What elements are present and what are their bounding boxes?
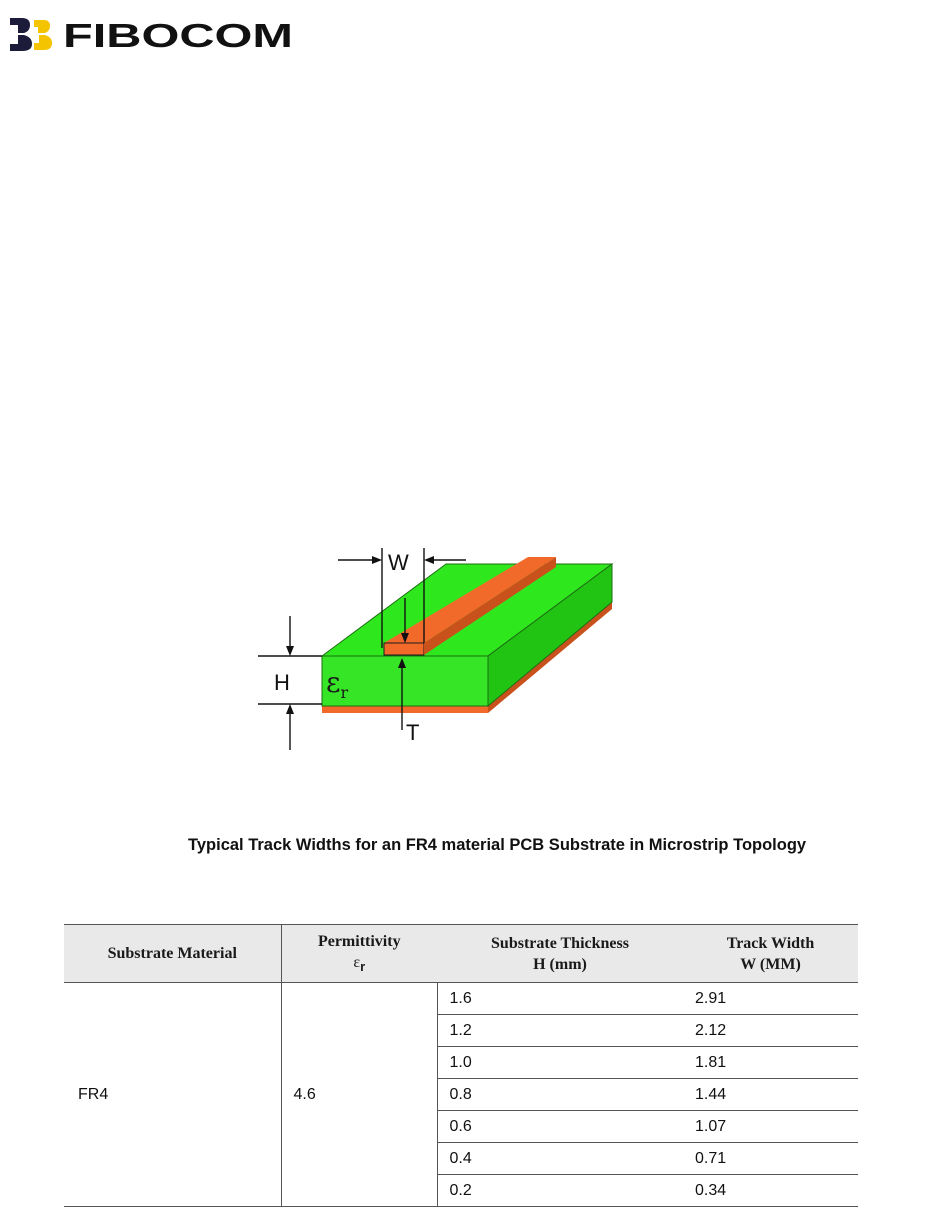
cell-track-width: 1.07 — [683, 1111, 858, 1143]
cell-track-width: 2.12 — [683, 1015, 858, 1047]
cell-track-width: 2.91 — [683, 983, 858, 1015]
track-front — [384, 643, 424, 655]
table-header-row — [64, 925, 858, 983]
header-substrate-material: Substrate Material — [64, 925, 281, 983]
cell-material: FR4 — [64, 983, 281, 1207]
logo-wordmark: FIBOCOM — [63, 17, 293, 54]
microstrip-diagram — [250, 540, 630, 760]
cell-thickness: 0.2 — [437, 1175, 683, 1207]
cell-thickness: 1.6 — [437, 983, 683, 1015]
label-t: T — [406, 720, 420, 745]
header-substrate-thickness: Substrate Thickness H (mm) — [437, 925, 683, 983]
table-row — [64, 983, 858, 1015]
header-permittivity: Permittivity $\varepsilon_r$ — [281, 925, 437, 983]
company-logo — [8, 14, 298, 54]
track-width-table — [64, 924, 858, 1207]
cell-track-width: 0.71 — [683, 1143, 858, 1175]
logo-mark-icon — [10, 18, 52, 51]
cell-thickness: 0.8 — [437, 1079, 683, 1111]
label-h: H — [274, 670, 290, 695]
cell-thickness: 0.4 — [437, 1143, 683, 1175]
table-caption: Typical Track Widths for an FR4 material PCB Substrate in Microstrip Topology — [188, 836, 807, 854]
ground-plane-front — [322, 706, 488, 713]
cell-thickness: 0.6 — [437, 1111, 683, 1143]
cell-track-width: 0.34 — [683, 1175, 858, 1207]
cell-thickness: 1.0 — [437, 1047, 683, 1079]
cell-track-width: 1.44 — [683, 1079, 858, 1111]
label-w: W — [388, 550, 409, 575]
header-track-width: Track Width W (MM) — [683, 925, 858, 983]
label-epsilon: $\varepsilon_r$ — [326, 666, 349, 702]
cell-thickness: 1.2 — [437, 1015, 683, 1047]
cell-track-width: 1.81 — [683, 1047, 858, 1079]
cell-permittivity: 4.6 — [281, 983, 437, 1207]
